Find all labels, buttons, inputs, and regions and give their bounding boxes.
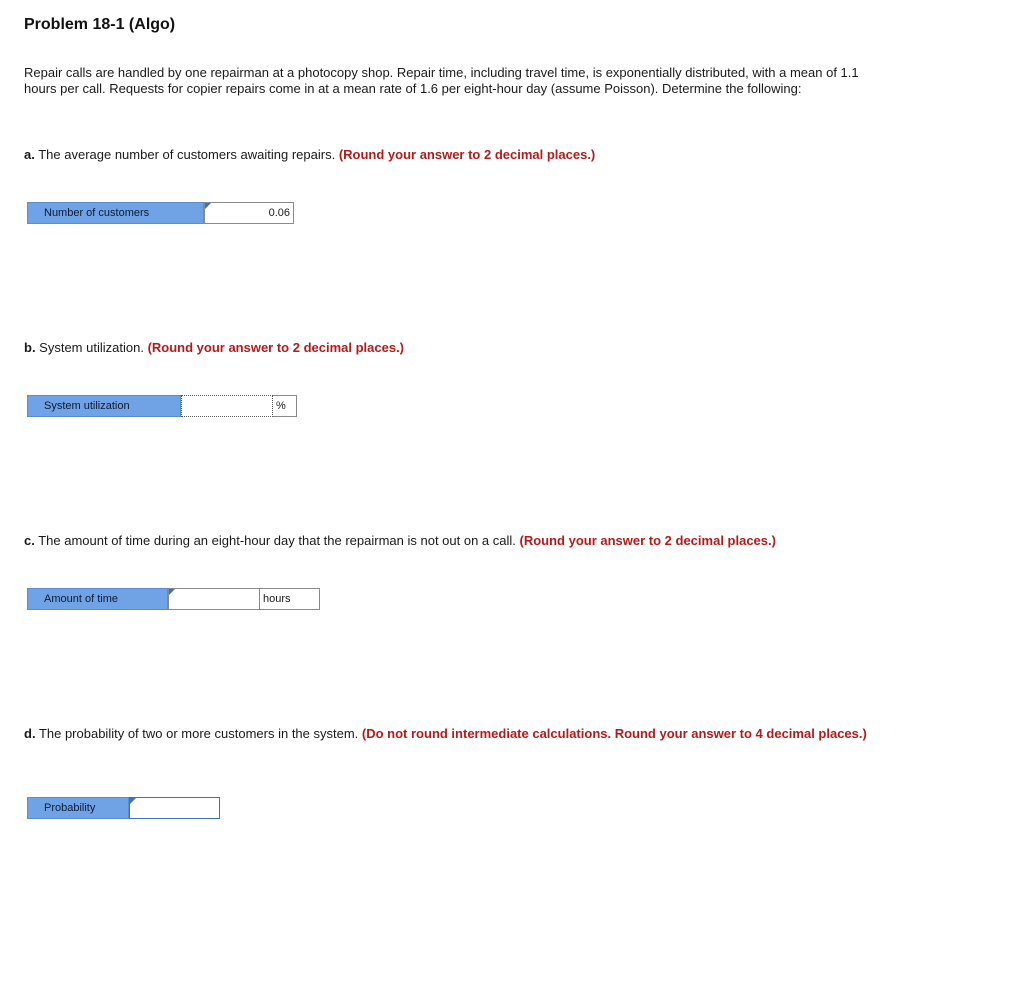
answer-label-d: Probability — [27, 797, 129, 819]
question-c-letter: c. — [24, 533, 35, 548]
question-c-note: (Round your answer to 2 decimal places.) — [519, 533, 776, 548]
answer-row-b — [27, 395, 297, 417]
answer-unit-b: % — [273, 395, 297, 417]
question-a — [24, 147, 904, 163]
answer-unit-c: hours — [260, 588, 320, 610]
question-c — [24, 533, 904, 549]
answer-input-c[interactable] — [168, 588, 260, 610]
answer-input-d[interactable] — [129, 797, 220, 819]
question-b-letter: b. — [24, 340, 36, 355]
question-b-text: System utilization. — [35, 340, 148, 355]
answer-input-b[interactable] — [181, 395, 273, 417]
question-d-note: (Do not round intermediate calculations. Round your answer to 4 decimal places.) — [361, 726, 867, 741]
input-marker-icon — [130, 798, 136, 804]
question-c-text: The amount of time during an eight-hour day that the repairman is not out on a call. — [34, 533, 520, 548]
answer-row-d — [27, 797, 220, 819]
input-marker-icon — [169, 589, 175, 595]
answer-input-a[interactable] — [204, 202, 294, 224]
input-marker-icon — [205, 203, 211, 209]
question-b — [24, 340, 904, 356]
answer-label-a: Number of customers — [27, 202, 204, 224]
question-a-letter: a. — [24, 147, 35, 162]
question-d-text: The probability of two or more customers in the system. — [35, 726, 362, 741]
question-d-letter: d. — [24, 726, 36, 741]
answer-row-c — [27, 588, 320, 610]
answer-label-c: Amount of time — [27, 588, 168, 610]
answer-row-a — [27, 202, 294, 224]
question-d — [24, 726, 904, 742]
problem-description: Repair calls are handled by one repairman at a photocopy shop. Repair time, including travel time, is exponentially distributed, with a mean of 1.1 hours per call. Requests for copier repairs come in at a mean rate of 1.6 per eight-hour day (assume Poisson). Determine the following: — [24, 65, 859, 96]
question-b-note: (Round your answer to 2 decimal places.) — [147, 340, 405, 355]
answer-value-a: 0.06 — [268, 207, 290, 219]
question-a-text: The average number of customers awaiting repairs. — [34, 147, 339, 162]
question-a-note: (Round your answer to 2 decimal places.) — [338, 147, 596, 162]
problem-title: Problem 18-1 (Algo) — [24, 16, 176, 33]
answer-label-b: System utilization — [27, 395, 181, 417]
